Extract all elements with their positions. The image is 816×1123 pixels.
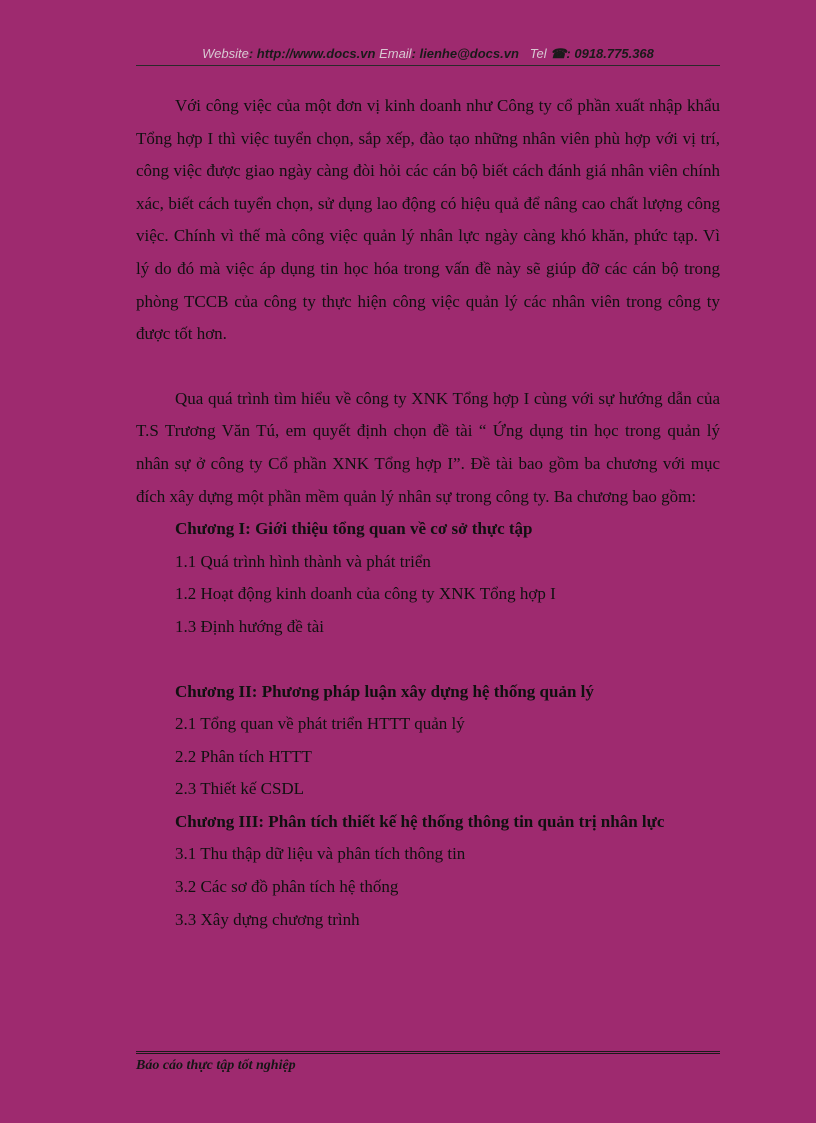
website-url[interactable]: : http://www.docs.vn [248, 46, 376, 61]
chapter-1-item-3: 1.3 Định hướng đề tài [175, 616, 324, 636]
page-footer: Báo cáo thực tập tốt nghiệp [136, 1058, 296, 1073]
section-spacer [136, 644, 720, 676]
footer-divider [136, 1051, 720, 1054]
chapter-2-item-2: 2.2 Phân tích HTTT [175, 746, 312, 766]
email-address[interactable]: : lienhe@docs.vn [411, 46, 519, 61]
page-header [136, 46, 720, 66]
website-label: Website [202, 46, 249, 61]
chapter-1-item-1: 1.1 Quá trình hình thành và phát triển [175, 551, 431, 571]
tel-number: ☎: 0918.775.368 [550, 46, 654, 61]
intro-paragraph-1: Với công việc của một đơn vị kinh doanh như Công ty cổ phần xuất nhập khẩu Tổng hợp I thì việc tuyển chọn, sắp xếp, đào tạo những nhân viên phù hợp với vị trí, công việc được giao ngày càng đòi hỏi các cán bộ biết cách đánh giá nhân viên chính xác, biết cách tuyển chọn, sử dụng lao động có hiệu quả để nâng cao chất lượng công việc. Chính vì thế mà công việc quản lý nhân lực ngày càng khó khăn, phức tạp. Vì lý do đó mà việc áp dụng tin học hóa trong vấn đề này sẽ giúp đỡ các cán bộ trong phòng TCCB của công ty thực hiện công việc quản lý các nhân viên trong công ty được tốt hơn. [136, 96, 720, 344]
tel-label: Tel [529, 46, 547, 61]
chapter-1-item-2: 1.2 Hoạt động kinh doanh của công ty XNK Tổng hợp I [175, 584, 556, 604]
chapter-3-title: Chương III: Phân tích thiết kế hệ thống thông tin quản trị nhân lực [175, 811, 665, 831]
chapter-2-item-1: 2.1 Tổng quan về phát triển HTTT quản lý [175, 714, 465, 734]
chapter-3-item-3: 3.3 Xây dựng chương trình [175, 909, 360, 929]
chapter-2-item-3: 2.3 Thiết kế CSDL [175, 779, 305, 799]
document-body [136, 90, 720, 936]
email-label: Email [379, 46, 412, 61]
intro-paragraph-2: Qua quá trình tìm hiểu về công ty XNK Tổng hợp I cùng với sự hướng dẫn của T.S Trương Văn Tú, em quyết định chọn đề tài “ Ứng dụng tin học trong quản lý nhân sự ở công ty Cổ phần XNK Tổng hợp I”. Đề tài bao gồm ba chương với mục đích xây dựng một phần mềm quản lý nhân sự trong công ty. Ba chương bao gồm: [136, 388, 720, 506]
chapter-2-title: Chương II: Phương pháp luận xây dựng hệ thống quản lý [175, 681, 594, 701]
chapter-1-title: Chương I: Giới thiệu tổng quan về cơ sở thực tập [175, 519, 533, 539]
chapter-3-item-1: 3.1 Thu thập dữ liệu và phân tích thông tin [175, 844, 466, 864]
chapter-3-item-2: 3.2 Các sơ đồ phân tích hệ thống [175, 877, 399, 897]
